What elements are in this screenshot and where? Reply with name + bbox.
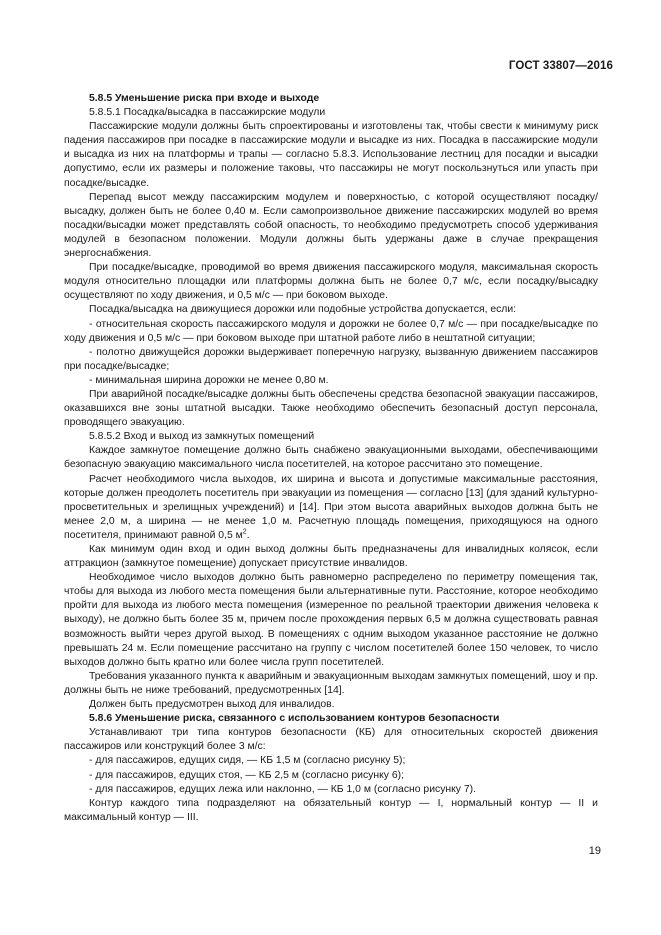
paragraph: Требования указанного пункта к аварийным и эвакуационным выходам замкнутых помещений, шоу и пр. должны быть не ниже требований, предусмотренных [14]. [64, 670, 598, 696]
paragraph: Пассажирские модули должны быть спроектированы и изготовлены так, чтобы свести к минимуму риск падения пассажиров при посадке в пассажирские модули и высадке из них. Посадка в пассажирские модули и высадка из них на платформы и трапы — согласно 5.8.3. Использование лестниц для посадки и высадки допустимо, если их размеры и положение таковы, что пассажиры не могут поскользнуться или упасть при посадке/высадке. [64, 121, 598, 189]
list-item: - для пассажиров, едущих лежа или наклонно, — КБ 1,0 м (согласно рисунку 7). [89, 783, 477, 795]
list-item: - для пассажиров, едущих сидя, — КБ 1,5 м (согласно рисунку 5); [89, 755, 406, 767]
list-item: - для пассажиров, едущих стоя, — КБ 2,5 м (согласно рисунку 6); [89, 769, 404, 781]
paragraph: Необходимое число выходов должно быть равномерно распределено по периметру помещения так, чтобы для выхода из любого места помещения были альтернативные пути. Расстояние, которое необходимо пройти для выхода из любого места помещения (измеренное по реальной траектории движения человека к выходу), не должно быть более 35 м, причем после прохождения первых 6,5 м должна существовать равная возможность выйти через другой выход. В помещениях с одним выходом указанное расстояние не должно превышать 24 м. Если помещение рассчитано на группу с числом посетителей более 150 человек, то число выходов должно быть кратно или более числа групп посетителей. [64, 572, 598, 668]
list-item: - относительная скорость пассажирского модуля и дорожки не более 0,7 м/с — при посадке/высадке по ходу движения и 0,5 м/с — при боковом выходе при штатной работе либо в нештатной ситуации; [64, 318, 598, 344]
paragraph: Контур каждого типа подразделяют на обязательный контур — I, нормальный контур — II и максимальный контур — III. [64, 797, 598, 823]
subsection-heading-5-8-5-1: 5.8.5.1 Посадка/высадка в пассажирские модули [89, 107, 326, 119]
list-item: - минимальная ширина дорожки не менее 0,80 м. [89, 374, 329, 386]
paragraph-end: . [246, 529, 250, 541]
paragraph-text: Расчет необходимого числа выходов, их ширина и высота и допустимые максимальные расстояния, которые должен преодолеть посетитель при эвакуации из помещения — согласно [13] (для зданий культурно-просветительных и зрелищных учреждений) и [14]. При этом высота аварийных выходов должна быть не менее 2,0 м, а ширина — не менее 1,0 м. Расчетную площадь помещения, приходящуюся на одного посетителя, принимают равной 0,5 м [64, 473, 598, 541]
paragraph: Каждое замкнутое помещение должно быть снабжено эвакуационными выходами, обеспечивающими безопасную эвакуацию максимального числа посетителей, на которое рассчитано это помещение. [64, 445, 598, 471]
paragraph: Перепад высот между пассажирским модулем и поверхностью, с которой осуществляют посадку/высадку, должен быть не более 0,40 м. Если самопроизвольное движение пассажирских модулей во время посадки/высадки может представлять собой опасность, то необходимо предусмотреть способ удерживания модулей в безопасном положении. Модули должны быть удержаны даже в случае прекращения энергоснабжения. [64, 191, 598, 260]
section-heading-5-8-6: 5.8.6 Уменьшение риска, связанного с использованием контуров безопасности [89, 713, 500, 725]
page-number: 19 [588, 845, 601, 857]
paragraph: Устанавливают три типа контуров безопасности (КБ) для относительных скоростей движения пассажиров или конструкций более 3 м/с: [64, 727, 598, 753]
list-item: - полотно движущейся дорожки выдерживает поперечную нагрузку, вызванную движением пассажиров при посадке/высадке; [64, 346, 598, 372]
paragraph: Посадка/высадка на движущиеся дорожки или подобные устройства допускается, если: [89, 304, 517, 316]
document-body [64, 92, 598, 825]
paragraph: При посадке/высадке, проводимой во время движения пассажирского модуля, максимальная скорость модуля относительно площадки или платформы должна быть не более 0,7 м/с, если посадку/высадку осуществляют по ходу движения, и 0,5 м/с — при боковом выходе. [64, 262, 598, 302]
paragraph: Должен быть предусмотрен выход для инвалидов. [89, 699, 335, 711]
paragraph: Как минимум один вход и один выход должны быть предназначены для инвалидных колясок, если аттракцион (замкнутое помещение) допускает присутствие инвалидов. [64, 544, 598, 570]
document-standard-header: ГОСТ 33807—2016 [508, 60, 613, 72]
superscript: 2 [242, 528, 247, 536]
section-heading-5-8-5: 5.8.5 Уменьшение риска при входе и выходе [89, 93, 320, 104]
subsection-heading-5-8-5-2: 5.8.5.2 Вход и выход из замкнутых помещений [89, 431, 315, 443]
paragraph: При аварийной посадке/высадке должны быть обеспечены средства безопасной эвакуации пассажиров, оказавшихся вне зоны штатной высадки. Также необходимо обеспечить безопасный доступ персонала, проводящего эвакуацию. [64, 388, 598, 429]
paragraph [64, 473, 598, 543]
